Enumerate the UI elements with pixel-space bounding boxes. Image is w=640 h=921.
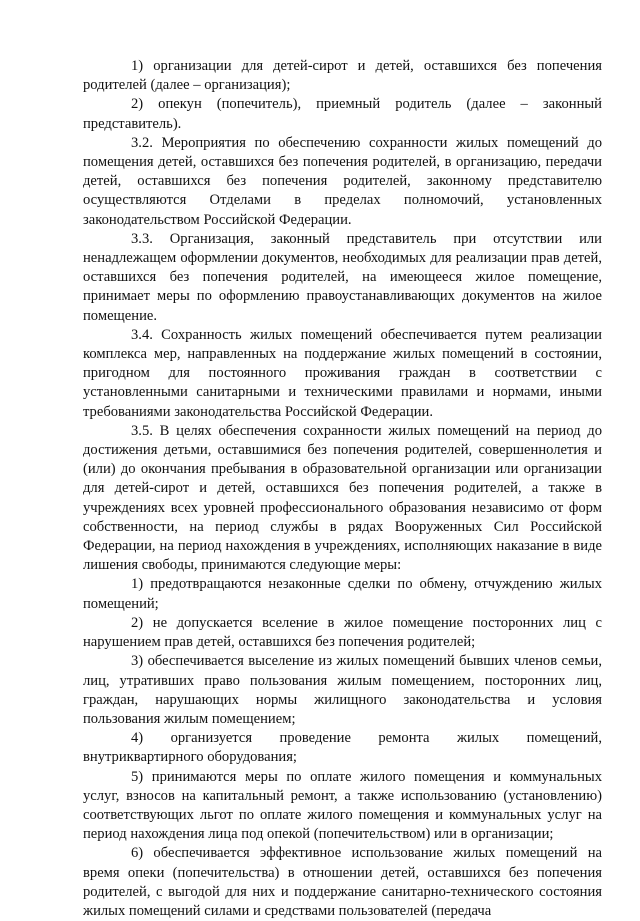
clause-3-5: 3.5. В целях обеспечения сохранности жилых помещений на период до достижения детьми, оставшимися без попечения родителей, совершеннолетия и (или) до окончания пребывания в образовательной организации или организации для детей-сирот и детей, оставшихся без попечения родителей, а также в учреждениях всех уровней профессионального образования независимо от форм собственности, на период службы в рядах Вооруженных Сил Российской Федерации, на период нахождения в учреждениях, исполняющих наказание в виде лишения свободы, принимаются следующие меры: — [83, 422, 602, 574]
measure-item-3: 3) обеспечивается выселение из жилых помещений бывших членов семьи, лиц, утративших право пользования жилым помещением, посторонних лиц, граждан, нарушающих нормы жилищного законодательства и условия пользования жилым помещением; — [83, 653, 602, 727]
list-item-organization: 1) организации для детей-сирот и детей, оставшихся без попечения родителей (далее – организация); — [83, 58, 602, 94]
clause-3-4: 3.4. Сохранность жилых помещений обеспечивается путем реализации комплекса мер, направленных на поддержание жилых помещений в состоянии, пригодном для постоянного проживания граждан в соответствии с установленными санитарными и техническими правилами и нормами, иными требованиями законодательства Российской Федерации. — [83, 326, 602, 420]
list-item-guardian: 2) опекун (попечитель), приемный родитель (далее – законный представитель). — [83, 96, 602, 132]
measure-item-2: 2) не допускается вселение в жилое помещение посторонних лиц с нарушением прав детей, оставшихся без попечения родителей; — [83, 614, 602, 651]
measure-item-5: 5) принимаются меры по оплате жилого помещения и коммунальных услуг, взносов на капитальный ремонт, а также использованию (установлению) соответствующих льгот по оплате жилого помещения и коммунальных услуг на период нахождения лица под опекой (попечительством) или в организации; — [83, 768, 602, 843]
clause-3-2: 3.2. Мероприятия по обеспечению сохранности жилых помещений до помещения детей, оставшихся без попечения родителей, в организацию, передачи детей, оставшихся без попечения родителей, законному представителю осуществляются Отделами в пределах полномочий, установленных законодательством Российской Федерации. — [83, 134, 602, 228]
measure-item-4: 4) организуется проведение ремонта жилых помещений, внутриквартирного оборудования; — [83, 730, 602, 766]
measure-item-6: 6) обеспечивается эффективное использование жилых помещений на время опеки (попечительства) в отношении детей, оставшихся без попечения родителей, с выгодой для них и поддержание санитарно-технического состояния жилых помещений силами и средствами пользователей (передача — [83, 845, 602, 919]
document-body — [83, 57, 602, 921]
measure-item-1: 1) предотвращаются незаконные сделки по обмену, отчуждению жилых помещений; — [83, 576, 602, 612]
clause-3-3: 3.3. Организация, законный представитель при отсутствии или ненадлежащем оформлении документов, необходимых для реализации прав детей, оставшихся без попечения родителей, на имеющееся жилое помещение, принимает меры по оформлению правоустанавливающих документов на жилое помещение. — [83, 230, 602, 324]
